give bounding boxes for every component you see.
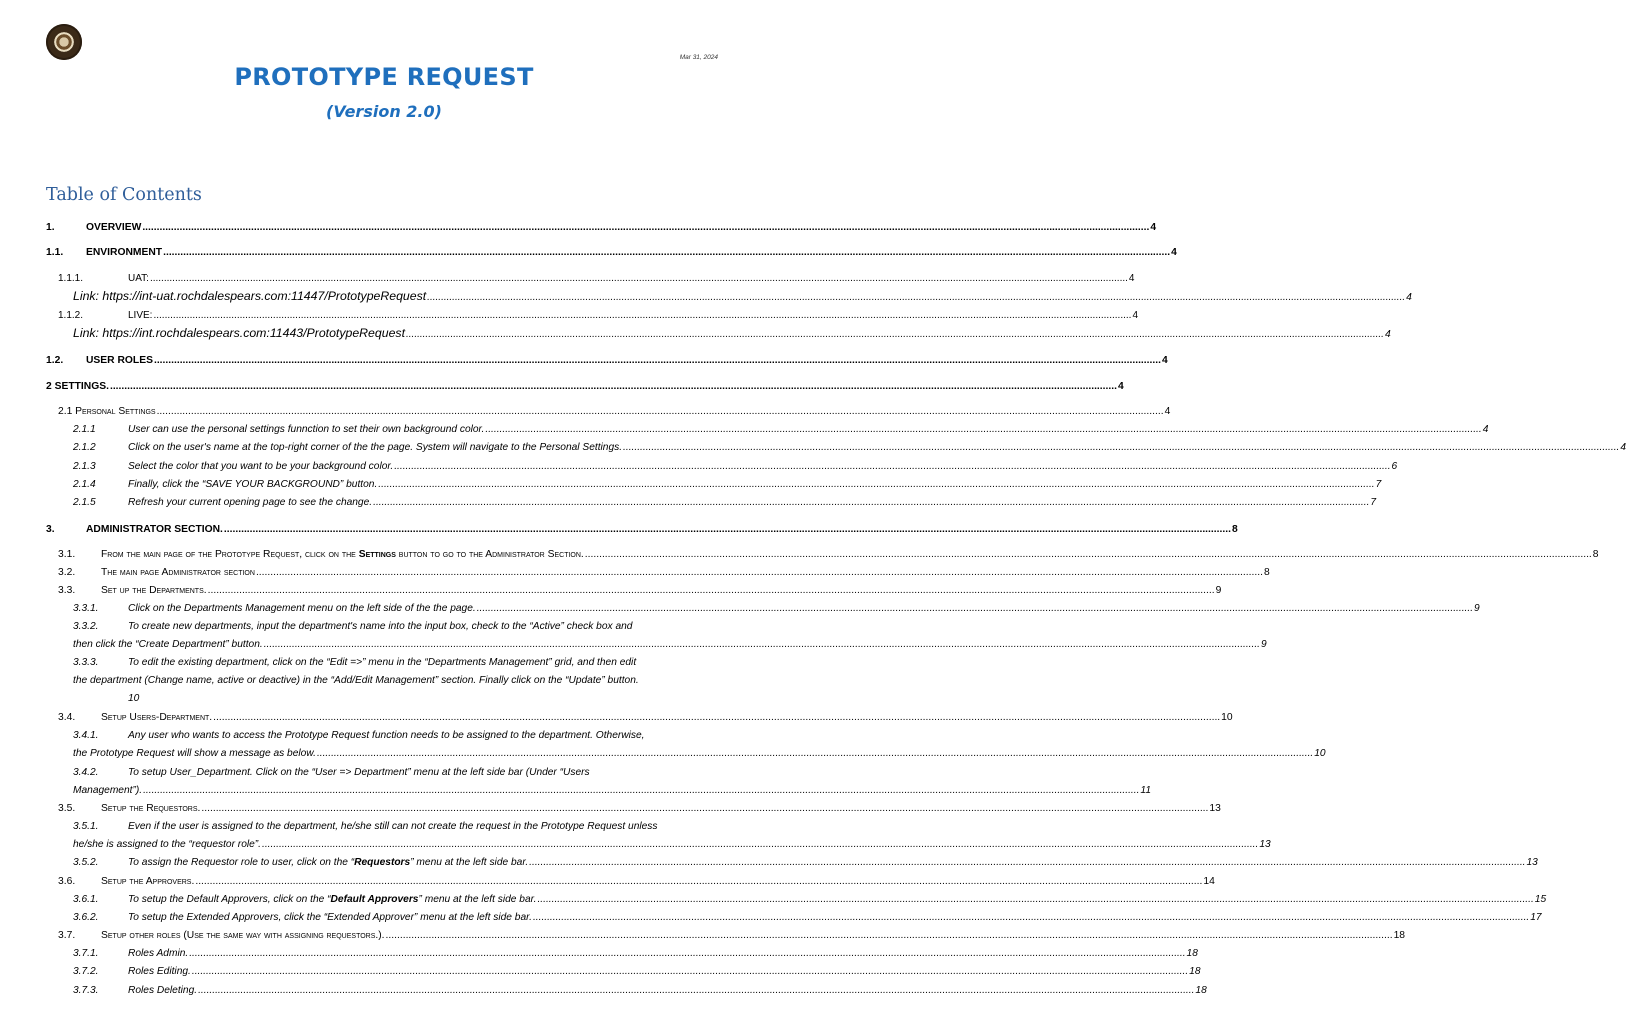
toc-entry-3-5-1[interactable]: 3.5.1. Even if the user is assigned to the department, he/she still can not create the request in the Prototype Request unless he/she is assigned to the “requestor role”. ..... 13	[73, 818, 724, 854]
toc-entry-2-1-2[interactable]: 2.1.2 Click on the user's name at the top-right corner of the the page. System will navigate to the Personal Settings. ..... 4	[73, 441, 724, 454]
toc-entry-3-3-2[interactable]: 3.3.2. To create new departments, input the department's name into the input box, check to the “Active” check box and then click the “Create Department” button. ..... 9	[73, 618, 724, 654]
toc-entry-live[interactable]: 1.1.2. LIVE: ..... 4	[58, 309, 724, 322]
table-of-contents	[46, 0, 1626, 1024]
toc-heading: Table of Contents	[46, 185, 202, 205]
toc-entry-3-7-3[interactable]: 3.7.3. Roles Deleting. ..... 18	[73, 984, 724, 997]
toc-entry-uat-link[interactable]: Link: https://int-uat.rochdalespears.com:11447/PrototypeRequest ..... 4	[73, 290, 724, 304]
document-version: (Version 2.0)	[326, 102, 442, 121]
toc-entry-user-roles[interactable]: 1.2. USER ROLES ..... 4	[46, 354, 724, 367]
toc-entry-3-5[interactable]: 3.5. Setup the Requestors. ..... 13	[58, 802, 724, 815]
toc-entry-settings[interactable]: 2 SETTINGS. ..... 4	[46, 380, 724, 393]
toc-entry-live-link[interactable]: Link: https://int.rochdalespears.com:11443/PrototypeRequest ..... 4	[73, 327, 724, 341]
toc-entry-2-1-4[interactable]: 2.1.4 Finally, click the “SAVE YOUR BACKGROUND” button. ..... 7	[73, 478, 724, 491]
toc-entry-2-1-5[interactable]: 2.1.5 Refresh your current opening page to see the change. ..... 7	[73, 496, 724, 509]
toc-entry-3-6-1[interactable]: 3.6.1. To setup the Default Approvers, click on the “Default Approvers” menu at the left side bar. ..... 15	[73, 893, 724, 906]
document-date: Mar 31, 2024	[679, 54, 718, 61]
toc-entry-3-3-1[interactable]: 3.3.1. Click on the Departments Management menu on the left side of the the page. ..... 9	[73, 602, 724, 615]
toc-entry-3-7[interactable]: 3.7. Setup other roles (Use the same way with assigning requestors.). ..... 18	[58, 929, 724, 942]
toc-entry-uat[interactable]: 1.1.1. UAT: ..... 4	[58, 272, 724, 285]
toc-entry-2-1-3[interactable]: 2.1.3 Select the color that you want to be your background color. ..... 6	[73, 460, 724, 473]
toc-entry-3-7-2[interactable]: 3.7.2. Roles Editing. ..... 18	[73, 965, 724, 978]
toc-entry-personal-settings[interactable]: 2.1 Personal Settings ..... 4	[58, 405, 724, 418]
toc-entry-3-3[interactable]: 3.3. Set up the Departments. ..... 9	[58, 584, 724, 597]
toc-entry-3-4-1[interactable]: 3.4.1. Any user who wants to access the Prototype Request function needs to be assigned to the department. Otherwise, the Prototype Request will show a message as below. ..... 10	[73, 727, 724, 763]
toc-entry-environment[interactable]: 1.1. ENVIRONMENT ..... 4	[46, 246, 724, 259]
toc-entry-3-1[interactable]: 3.1. From the main page of the Prototype Request, click on the Settings button to go to the Administrator Section. ..... 8	[58, 548, 724, 561]
toc-entry-2-1-1[interactable]: 2.1.1 User can use the personal settings funnction to set their own background color. ..... 4	[73, 423, 724, 436]
toc-entry-overview[interactable]: 1. OVERVIEW ..... 4	[46, 221, 724, 234]
toc-entry-3-2[interactable]: 3.2. The main page Administrator section ..... 8	[58, 566, 724, 579]
toc-entry-3-3-3[interactable]: 3.3.3. To edit the existing department, click on the “Edit =>” menu in the “Departments Management” grid, and then edit the department (Change name, active or deactive) in the “Add/Edit Management” section. Finally click on the “Update” button. 10	[73, 657, 639, 704]
toc-entry-3-6-2[interactable]: 3.6.2. To setup the Extended Approvers, click the “Extended Approver” menu at the left side bar. ..... 17	[73, 911, 724, 924]
toc-entry-3-7-1[interactable]: 3.7.1. Roles Admin. ..... 18	[73, 947, 724, 960]
document-title: PROTOTYPE REQUEST	[234, 63, 534, 91]
toc-entry-3-4-2[interactable]: 3.4.2. To setup User_Department. Click on the “User => Department” menu at the left side bar (Under “Users Management”). ..... 11	[73, 764, 724, 800]
toc-entry-3-4[interactable]: 3.4. Setup Users-Department. ..... 10	[58, 711, 724, 724]
toc-entry-3-6[interactable]: 3.6. Setup the Approvers. ..... 14	[58, 875, 724, 888]
toc-entry-administrator-section[interactable]: 3. ADMINISTRATOR SECTION. ..... 8	[46, 523, 724, 536]
toc-entry-3-5-2[interactable]: 3.5.2. To assign the Requestor role to user, click on the “Requestors” menu at the left side bar. ..... 13	[73, 856, 724, 869]
